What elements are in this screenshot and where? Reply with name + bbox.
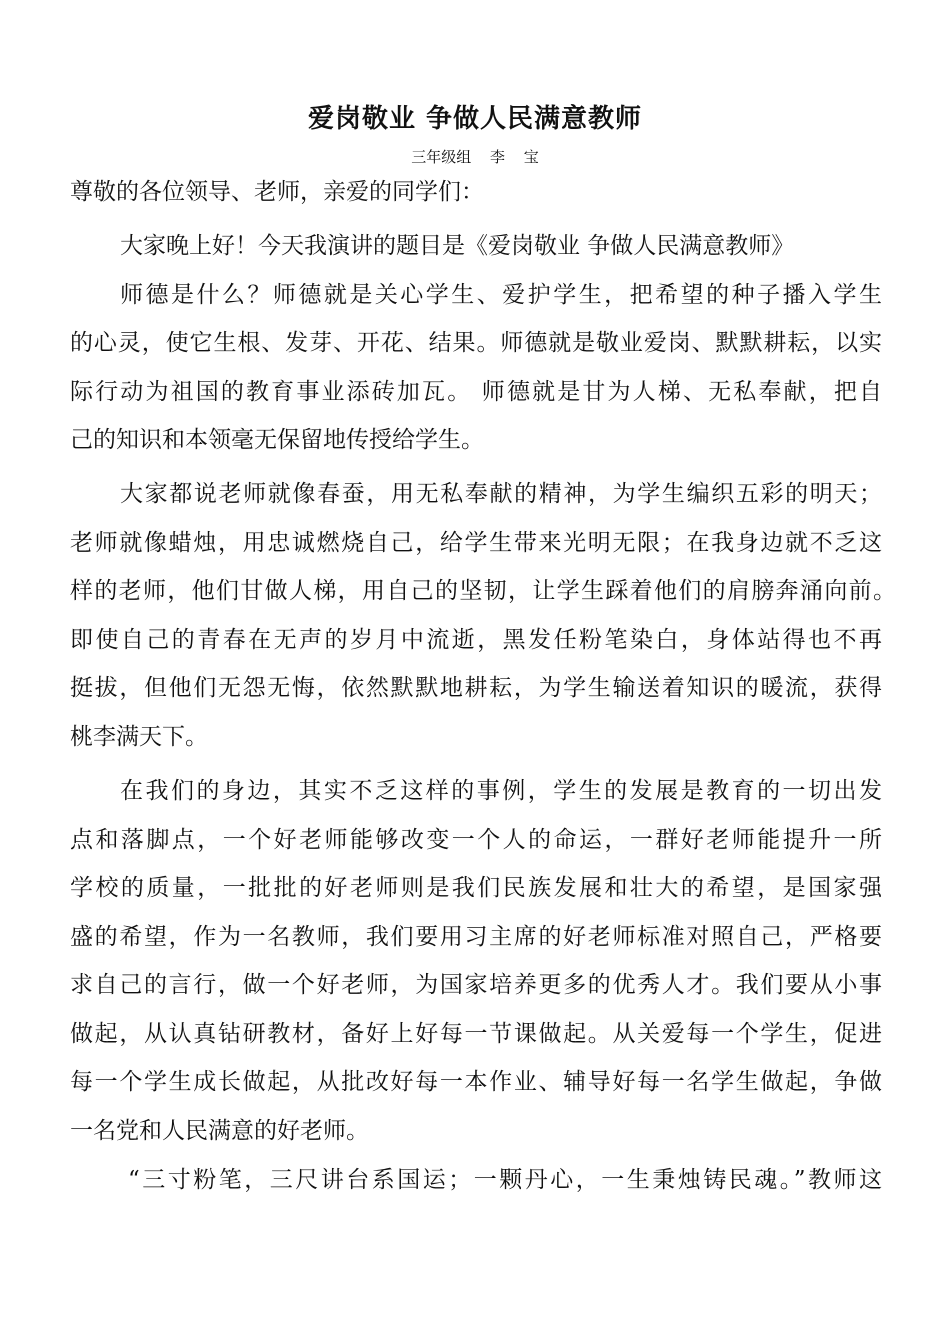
- paragraph-line: 在我们的身边，其实不乏这样的事例，学生的发展是教育的一切出发: [120, 778, 882, 804]
- paragraph-line: 做起，从认真钻研教材，备好上好每一节课做起。从关爱每一个学生，促进: [70, 1021, 882, 1047]
- paragraph-line: 的心灵，使它生根、发芽、开花、结果。师德就是敬业爱岗、默默耕耘，以实: [70, 330, 882, 356]
- paragraph-line: 一名党和人民满意的好老师。: [70, 1118, 369, 1144]
- paragraph-line: 大家晚上好！今天我演讲的题目是《爱岗敬业 争做人民满意教师》: [120, 233, 795, 259]
- salutation-line: 尊敬的各位领导、老师，亲爱的同学们：: [70, 179, 484, 205]
- paragraph-line: 求自己的言行，做一个好老师，为国家培养更多的优秀人才。我们要从小事: [70, 972, 882, 998]
- paragraph-line: 己的知识和本领毫无保留地传授给学生。: [70, 427, 484, 453]
- paragraph-line: 点和落脚点，一个好老师能够改变一个人的命运，一群好老师能提升一所: [70, 827, 882, 853]
- paragraph-line: 师德是什么？师德就是关心学生、爱护学生，把希望的种子播入学生: [120, 282, 882, 308]
- paragraph-line: 即使自己的青春在无声的岁月中流逝，黑发任粉笔染白，身体站得也不再: [70, 627, 882, 653]
- paragraph-line: 挺拔，但他们无怨无悔，依然默默地耕耘，为学生输送着知识的暖流，获得: [70, 675, 882, 701]
- paragraph-line: 学校的质量，一批批的好老师则是我们民族发展和壮大的希望，是国家强: [70, 875, 882, 901]
- document-title: 爱岗敬业 争做人民满意教师: [307, 104, 643, 134]
- paragraph-line: 盛的希望，作为一名教师，我们要用习主席的好老师标准对照自己，严格要: [70, 924, 882, 950]
- paragraph-line: 老师就像蜡烛，用忠诚燃烧自己，给学生带来光明无限；在我身边就不乏这: [70, 530, 882, 556]
- paragraph-line: 每一个学生成长做起，从批改好每一本作业、辅导好每一名学生做起，争做: [70, 1069, 882, 1095]
- paragraph-line: “三寸粉笔，三尺讲台系国运；一颗丹心，一生秉烛铸民魂。”教师这: [128, 1167, 882, 1193]
- author-byline: 三年级组 李 宝: [411, 148, 539, 166]
- paragraph-line: 样的老师，他们甘做人梯，用自己的坚韧，让学生踩着他们的肩膀奔涌向前。: [70, 578, 896, 604]
- paragraph-line: 桃李满天下。: [70, 724, 208, 750]
- paragraph-line: 际行动为祖国的教育事业添砖加瓦。 师德就是甘为人梯、无私奉献，把自: [70, 379, 882, 405]
- paragraph-line: 大家都说老师就像春蚕，用无私奉献的精神，为学生编织五彩的明天；: [120, 481, 882, 507]
